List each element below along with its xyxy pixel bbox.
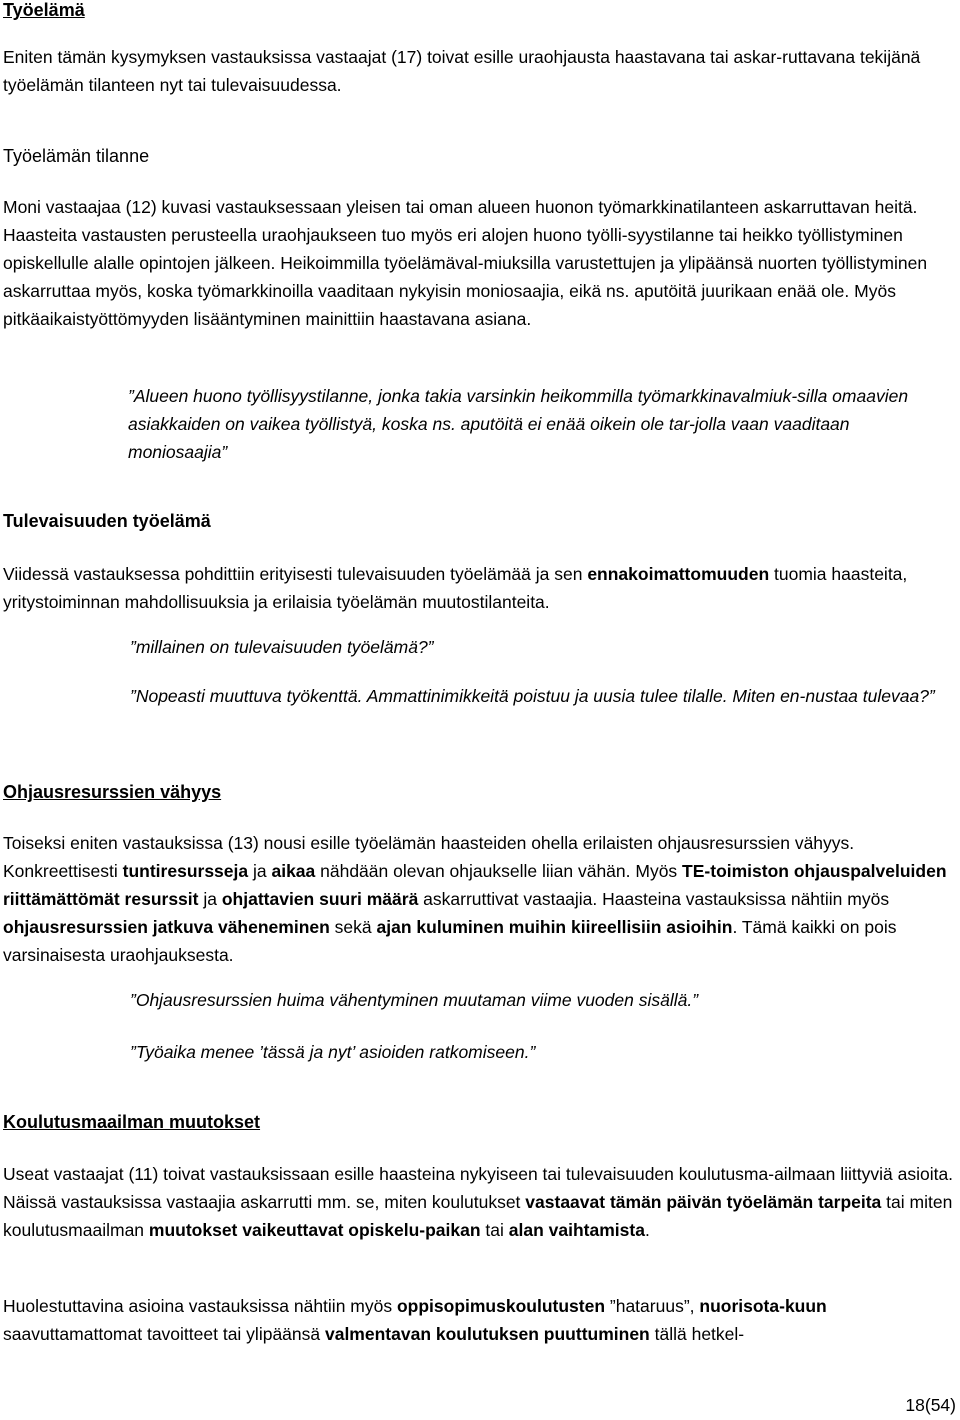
text: tai (480, 1220, 509, 1240)
subheading-tulevaisuuden-tyoelama: Tulevaisuuden työelämä (3, 511, 211, 531)
text: saavuttamattomat tavoitteet tai ylipäänsä (3, 1324, 325, 1344)
text: Useat vastaajat (11) toivat vastauksissaan esille haasteina nykyiseen tai tulevaisuuden koulutusma-ailmaan liittyviä asioita. Näissä vastauksissa vastaajia askarrutti mm. se, miten koulutukset (3, 1164, 954, 1212)
section-heading-tyoelama: Työelämä (3, 0, 85, 20)
text: ja (248, 861, 272, 881)
text: tai miten koulutusmaailman (3, 1192, 953, 1240)
text: ja (198, 889, 222, 909)
paragraph-tulevaisuus (3, 560, 955, 616)
quote-ohjausresurssit-1: ”Ohjausresurssien huima vähentyminen muutaman viime vuoden sisällä.” (130, 990, 699, 1010)
bold-text: alan vaihtamista (508, 1220, 645, 1240)
bold-text: aikaa (271, 861, 316, 881)
bold-text: nuorisota-kuun (699, 1296, 827, 1316)
bold-text: ohjausresurssien jatkuva väheneminen (3, 917, 330, 937)
bold-text: ennakoimattomuuden (587, 564, 770, 584)
text: . Tämä kaikki on pois varsinaisesta uraohjauksesta. (3, 917, 897, 965)
page-number: 18(54) (905, 1395, 956, 1415)
quote-tulevaisuus-1: ”millainen on tulevaisuuden työelämä?” (130, 637, 434, 657)
text: askarruttivat vastaajia. Haasteina vastauksissa nähtiin myös (418, 889, 890, 909)
paragraph-intro: Eniten tämän kysymyksen vastauksissa vastaajat (17) toivat esille uraohjausta haastavana tai askar-ruttavana tekijänä työelämän tilanteen nyt tai tulevaisuudessa. (3, 47, 921, 95)
bold-text: ohjattavien suuri määrä (221, 889, 419, 909)
subheading-tyoelaman-tilanne: Työelämän tilanne (3, 146, 150, 166)
bold-text: valmentavan koulutuksen puuttuminen (324, 1324, 650, 1344)
text: tällä hetkel- (649, 1324, 745, 1344)
paragraph-huolestuttavat (3, 1292, 955, 1348)
text: sekä (329, 917, 377, 937)
text: . (644, 1220, 650, 1240)
text: Viidessä vastauksessa pohdittiin erityisesti tulevaisuuden työelämää ja sen (3, 564, 588, 584)
bold-text: ajan kuluminen muihin kiireellisiin asioihin (376, 917, 733, 937)
bold-text: oppisopimuskoulutusten (396, 1296, 606, 1316)
paragraph-koulutusmaailma (3, 1160, 955, 1244)
section-heading-koulutusmaailma: Koulutusmaailman muutokset (3, 1112, 261, 1132)
bold-text: TE-toimiston ohjauspalveluiden riittämättömät resurssit (3, 861, 947, 909)
quote-ohjausresurssit-2: ”Työaika menee ’tässä ja nyt’ asioiden ratkomiseen.” (130, 1042, 536, 1062)
bold-text: vastaavat tämän päivän työelämän tarpeita (525, 1192, 882, 1212)
quote-tulevaisuus-2: ”Nopeasti muuttuva työkenttä. Ammattinimikkeitä poistuu ja uusia tulee tilalle. Miten en-nustaa tulevaa?” (130, 686, 935, 706)
bold-text: tuntiresursseja (122, 861, 249, 881)
bold-text: muutokset vaikeuttavat opiskelu-paikan (148, 1220, 481, 1240)
text: tuomia haasteita, yritystoiminnan mahdollisuuksia ja erilaisia työelämän muutostilanteita. (3, 564, 908, 612)
text: nähdään olevan ohjaukselle liian vähän. Myös (315, 861, 683, 881)
quote-tilanne: ”Alueen huono työllisyystilanne, jonka takia varsinkin heikommilla työmarkkinavalmiuk-silla omaavien asiakkaiden on vaikea työllistyä, koska ns. aputöitä ei enää oikein ole tar-jolla vaan vaaditaan moniosaajia” (128, 386, 909, 462)
text: Huolestuttavina asioina vastauksissa nähtiin myös (3, 1296, 397, 1316)
section-heading-ohjausresurssit: Ohjausresurssien vähyys (3, 782, 222, 802)
text: ”hataruus”, (605, 1296, 700, 1316)
text: Toiseksi eniten vastauksissa (13) nousi esille työelämän haasteiden ohella erilaisten ohjausresurssien vähyys. Konkreettisesti (3, 833, 855, 881)
paragraph-ohjausresurssit (3, 829, 955, 969)
paragraph-tilanne: Moni vastaajaa (12) kuvasi vastauksessaan yleisen tai oman alueen huonon työmarkkinatilanteen askarruttavan heitä. Haasteita vastausten perusteella uraohjaukseen tuo myös eri alojen huono työlli-syystilanne tai heikko työllistyminen opiskellulle alalle opintojen jälkeen. Heikoimmilla työelämäval-miuksilla varustettujen ja ylipäänsä nuorten työllistyminen askarruttaa myös, koska työmarkkinoilla vaaditaan nykyisin moniosaajia, eikä ns. aputöitä juurikaan enää ole. Myös pitkäaikaistyöttömyyden lisääntyminen mainittiin haastavana asiana. (3, 197, 928, 329)
